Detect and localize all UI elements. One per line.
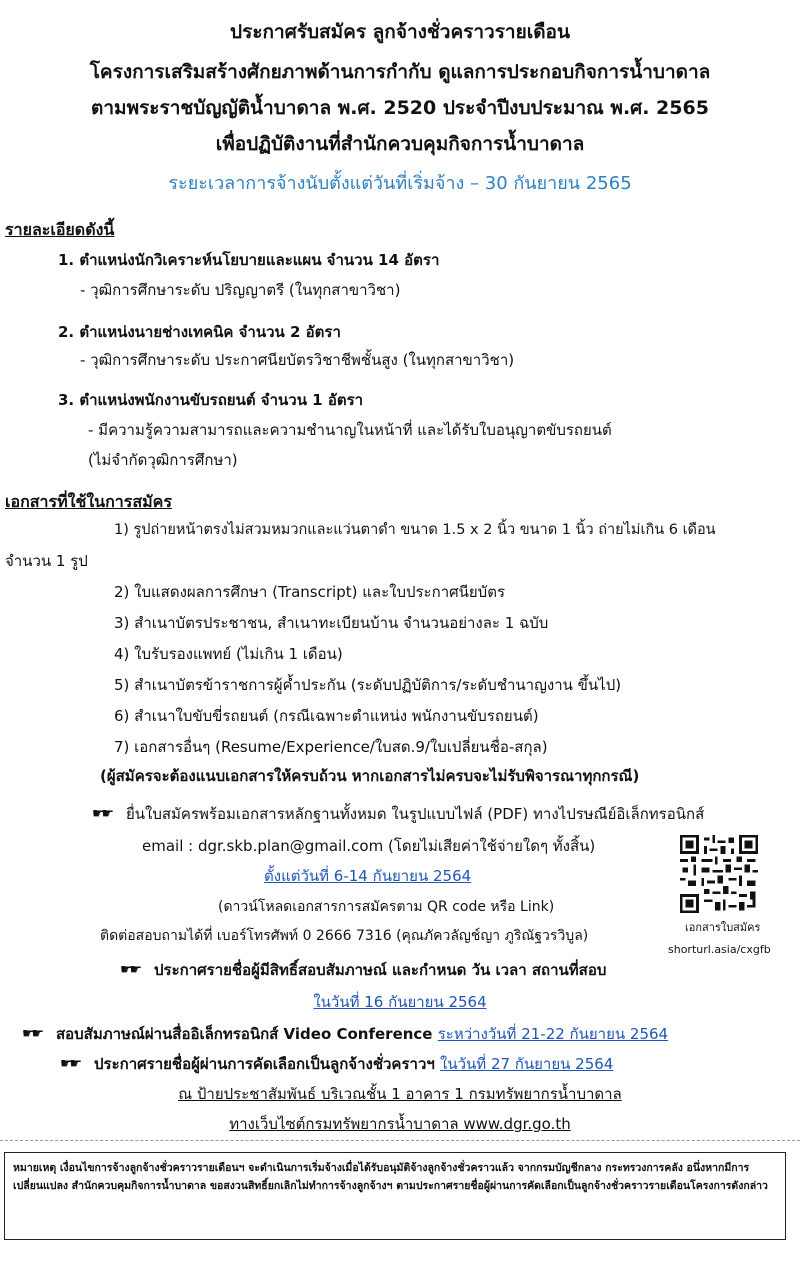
title-line-2: โครงการเสริมสร้างศักยภาพด้านการกำกับ ดูแลการประกอบกิจการน้ำบาดาล [89,61,711,83]
title-line-3: ตามพระราชบัญญัติน้ำบาดาล พ.ศ. 2520 ประจำปีงบประมาณ พ.ศ. 2565 [91,97,709,119]
interview-line: ☛☛สอบสัมภาษณ์ผ่านสื่ออิเล็กทรอนิกส์ Video Conference ระหว่างวันที่ 21-22 กันยายน 2564 [22,1024,668,1044]
apply-line: ☛☛ยื่นใบสมัครพร้อมเอกสารหลักฐานทั้งหมด ในรูปแบบไฟล์ (PDF) ทางไปรษณีย์อิเล็กทรอนิกส์ [92,804,704,824]
document-item-3: 3) สำเนาบัตรประชาชน, สำเนาทะเบียนบ้าน จำนวนอย่างละ 1 ฉบับ [114,614,549,632]
pointing-hand-icon [22,1028,54,1042]
announce-date: ในวันที่ 16 กันยายน 2564 [313,993,487,1011]
footnote-box [4,1152,786,1240]
apply-email[interactable]: email : dgr.skb.plan@gmail.com (โดยไม่เสียค่าใช้จ่ายใดๆ ทั้งสิ้น) [142,837,596,855]
details-heading: รายละเอียดดังนี้ [5,220,115,239]
section-divider [0,1140,800,1141]
position-3-requirement-2: (ไม่จำกัดวุฒิการศึกษา) [88,451,238,469]
footnote-text: หมายเหตุ เงื่อนไขการจ้างลูกจ้างชั่วคราวรายเดือนฯ จะดำเนินการเริ่มจ้างเมื่อได้รับอนุมัติจ้างลูกจ้างชั่วคราวแล้ว จากกรมบัญชีกลาง กระทรวงการคลัง อนึ่งหากมีการเปลี่ยนแปลง สำนักควบคุมกิจการน้ำบาดาล ขอสงวนสิทธิ์ยกเลิกไม่ทำการจ้างลูกจ้างฯ ตามประกาศรายชื่อผู้ผ่านการคัดเลือกเป็นลูกจ้างชั่วคราวรายเดือนโครงการดังกล่าว [13,1162,768,1192]
document-item-1-cont: จำนวน 1 รูป [5,552,88,570]
qr-short-link[interactable]: shorturl.asia/cxgfb [668,943,771,956]
pointing-hand-icon [92,808,124,822]
pointing-hand-icon [120,964,152,978]
position-1-title: 1. ตำแหน่งนักวิเคราะห์นโยบายและแผน จำนวน 14 อัตรา [58,251,440,269]
document-item-7: 7) เอกสารอื่นๆ (Resume/Experience/ใบสด.9/ใบเปลี่ยนชื่อ-สกุล) [114,738,548,756]
contact-info: ติดต่อสอบถามได้ที่ เบอร์โทรศัพท์ 0 2666 7316 (คุณภัควลัญช์ญา ภูริณัฐวรวิบูล) [100,928,589,944]
position-3-title: 3. ตำแหน่งพนักงานขับรถยนต์ จำนวน 1 อัตรา [58,391,364,409]
qr-code[interactable] [680,835,758,913]
pointing-hand-icon [60,1058,92,1072]
document-item-5: 5) สำเนาบัตรข้าราชการผู้ค้ำประกัน (ระดับปฏิบัติการ/ระดับชำนาญงาน ขึ้นไป) [114,676,622,694]
position-2-requirement: - วุฒิการศึกษาระดับ ประกาศนียบัตรวิชาชีพชั้นสูง (ในทุกสาขาวิชา) [80,351,515,369]
result-line: ☛☛ประกาศรายชื่อผู้ผ่านการคัดเลือกเป็นลูกจ้างชั่วคราวฯ ในวันที่ 27 กันยายน 2564 [60,1054,613,1074]
title-line-1: ประกาศรับสมัคร ลูกจ้างชั่วคราวรายเดือน [230,21,570,43]
download-note: (ดาวน์โหลดเอกสารการสมัครตาม QR code หรือ Link) [218,899,555,915]
announce-line: ☛☛ประกาศรายชื่อผู้มีสิทธิ์สอบสัมภาษณ์ และกำหนด วัน เวลา สถานที่สอบ [120,960,606,980]
interview-date: ระหว่างวันที่ 21-22 กันยายน 2564 [437,1025,669,1043]
position-2-title: 2. ตำแหน่งนายช่างเทคนิค จำนวน 2 อัตรา [58,323,341,341]
qr-caption: เอกสารใบสมัคร [685,921,761,934]
document-item-1: 1) รูปถ่ายหน้าตรงไม่สวมหมวกและแว่นตาดำ ขนาด 1.5 x 2 นิ้ว ขนาด 1 นิ้ว ถ่ายไม่เกิน 6 เดือน [114,522,716,538]
employment-period: ระยะเวลาการจ้างนับตั้งแต่วันที่เริ่มจ้าง – 30 กันยายน 2565 [168,173,632,194]
documents-warning: (ผู้สมัครจะต้องแนบเอกสารให้ครบถ้วน หากเอกสารไม่ครบจะไม่รับพิจารณาทุกกรณี) [100,767,640,785]
qr-code-icon [680,835,758,913]
document-item-4: 4) ใบรับรองแพทย์ (ไม่เกิน 1 เดือน) [114,645,343,663]
apply-dates: ตั้งแต่วันที่ 6-14 กันยายน 2564 [264,867,472,885]
announce-website[interactable]: ทางเว็บไซต์กรมทรัพยากรน้ำบาดาล www.dgr.go.th [229,1115,571,1133]
document-item-2: 2) ใบแสดงผลการศึกษา (Transcript) และใบประกาศนียบัตร [114,583,506,601]
document-item-6: 6) สำเนาใบขับขี่รถยนต์ (กรณีเฉพาะตำแหน่ง พนักงานขับรถยนต์) [114,707,539,725]
result-date: ในวันที่ 27 กันยายน 2564 [440,1055,614,1073]
title-line-4: เพื่อปฏิบัติงานที่สำนักควบคุมกิจการน้ำบาดาล [215,133,585,155]
announce-place: ณ ป้ายประชาสัมพันธ์ บริเวณชั้น 1 อาคาร 1 กรมทรัพยากรน้ำบาดาล [178,1085,622,1103]
position-1-requirement: - วุฒิการศึกษาระดับ ปริญญาตรี (ในทุกสาขาวิชา) [80,281,401,299]
documents-heading: เอกสารที่ใช้ในการสมัคร [5,492,172,511]
position-3-requirement: - มีความรู้ความสามารถและความชำนาญในหน้าที่ และได้รับใบอนุญาตขับรถยนต์ [88,421,612,439]
